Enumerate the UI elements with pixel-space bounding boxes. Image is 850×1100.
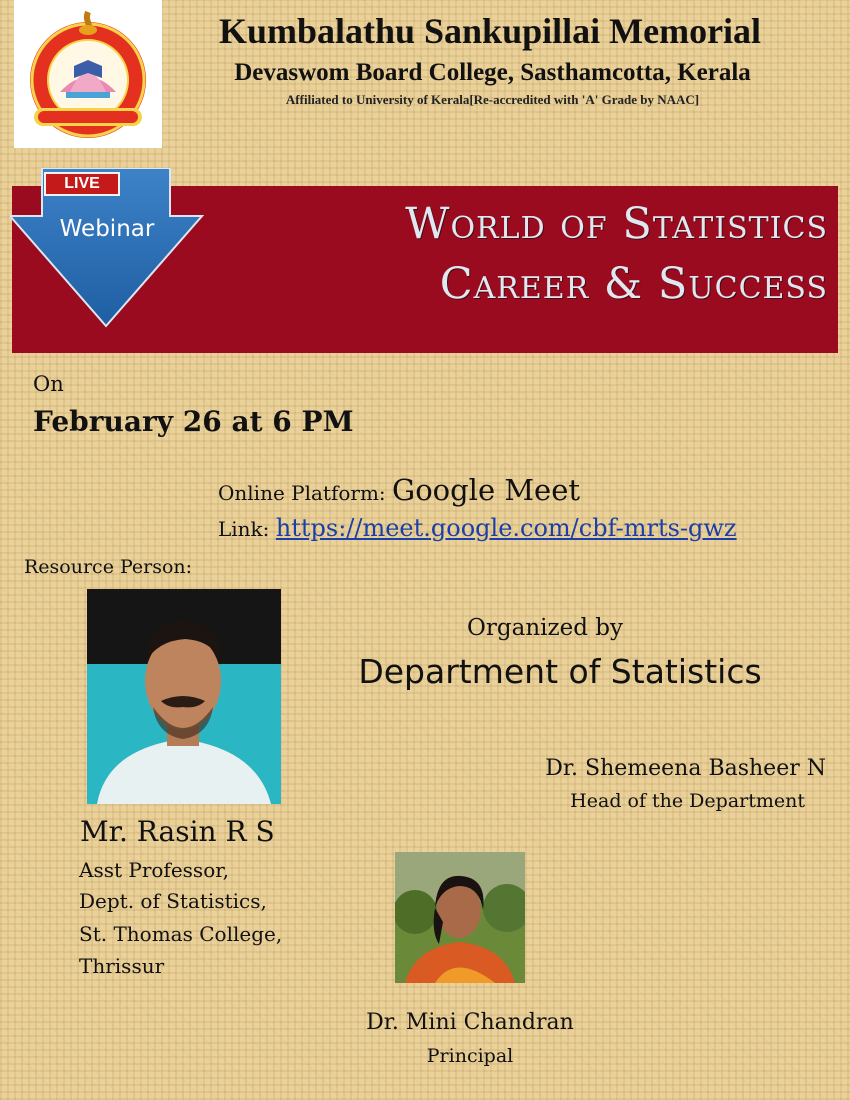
webinar-title-line2: Career & Success xyxy=(439,259,828,309)
on-label: On xyxy=(33,372,64,396)
college-logo xyxy=(14,0,162,148)
college-emblem-icon xyxy=(14,0,162,148)
event-date: February 26 at 6 PM xyxy=(33,405,354,438)
hod-name: Dr. Shemeena Basheer N xyxy=(545,756,826,781)
speaker-name: Mr. Rasin R S xyxy=(80,815,275,848)
speaker-designation-line: St. Thomas College, xyxy=(79,922,283,946)
link-label: Link: xyxy=(218,517,270,541)
speaker-designation-line: Thrissur xyxy=(79,954,165,978)
department-name: Department of Statistics xyxy=(358,652,762,691)
resource-person-label: Resource Person: xyxy=(24,556,193,578)
principal-name: Dr. Mini Chandran xyxy=(366,1010,574,1035)
principal-photo xyxy=(395,852,525,983)
link-row xyxy=(218,508,737,549)
speaker-photo xyxy=(87,589,281,804)
meeting-link[interactable]: https://meet.google.com/cbf-mrts-gwz xyxy=(275,514,737,542)
college-location: Devaswom Board College, Sasthamcotta, Kerala xyxy=(234,59,751,86)
hod-title: Head of the Department xyxy=(570,790,805,812)
webinar-title-line1: World of Statistics xyxy=(405,199,828,249)
live-badge: LIVE xyxy=(44,172,120,196)
webinar-label: Webinar xyxy=(59,216,155,242)
speaker-designation-line: Asst Professor, xyxy=(79,858,229,882)
college-name: Kumbalathu Sankupillai Memorial xyxy=(218,11,762,51)
principal-title: Principal xyxy=(426,1045,514,1067)
platform-name: Google Meet xyxy=(392,473,581,507)
platform-label: Online Platform: xyxy=(218,481,386,505)
organized-by-label: Organized by xyxy=(467,615,623,641)
affiliation-text: Affiliated to University of Kerala[Re-accredited with 'A' Grade by NAAC] xyxy=(285,92,700,107)
platform-row xyxy=(218,470,580,513)
speaker-designation-line: Dept. of Statistics, xyxy=(79,889,267,913)
